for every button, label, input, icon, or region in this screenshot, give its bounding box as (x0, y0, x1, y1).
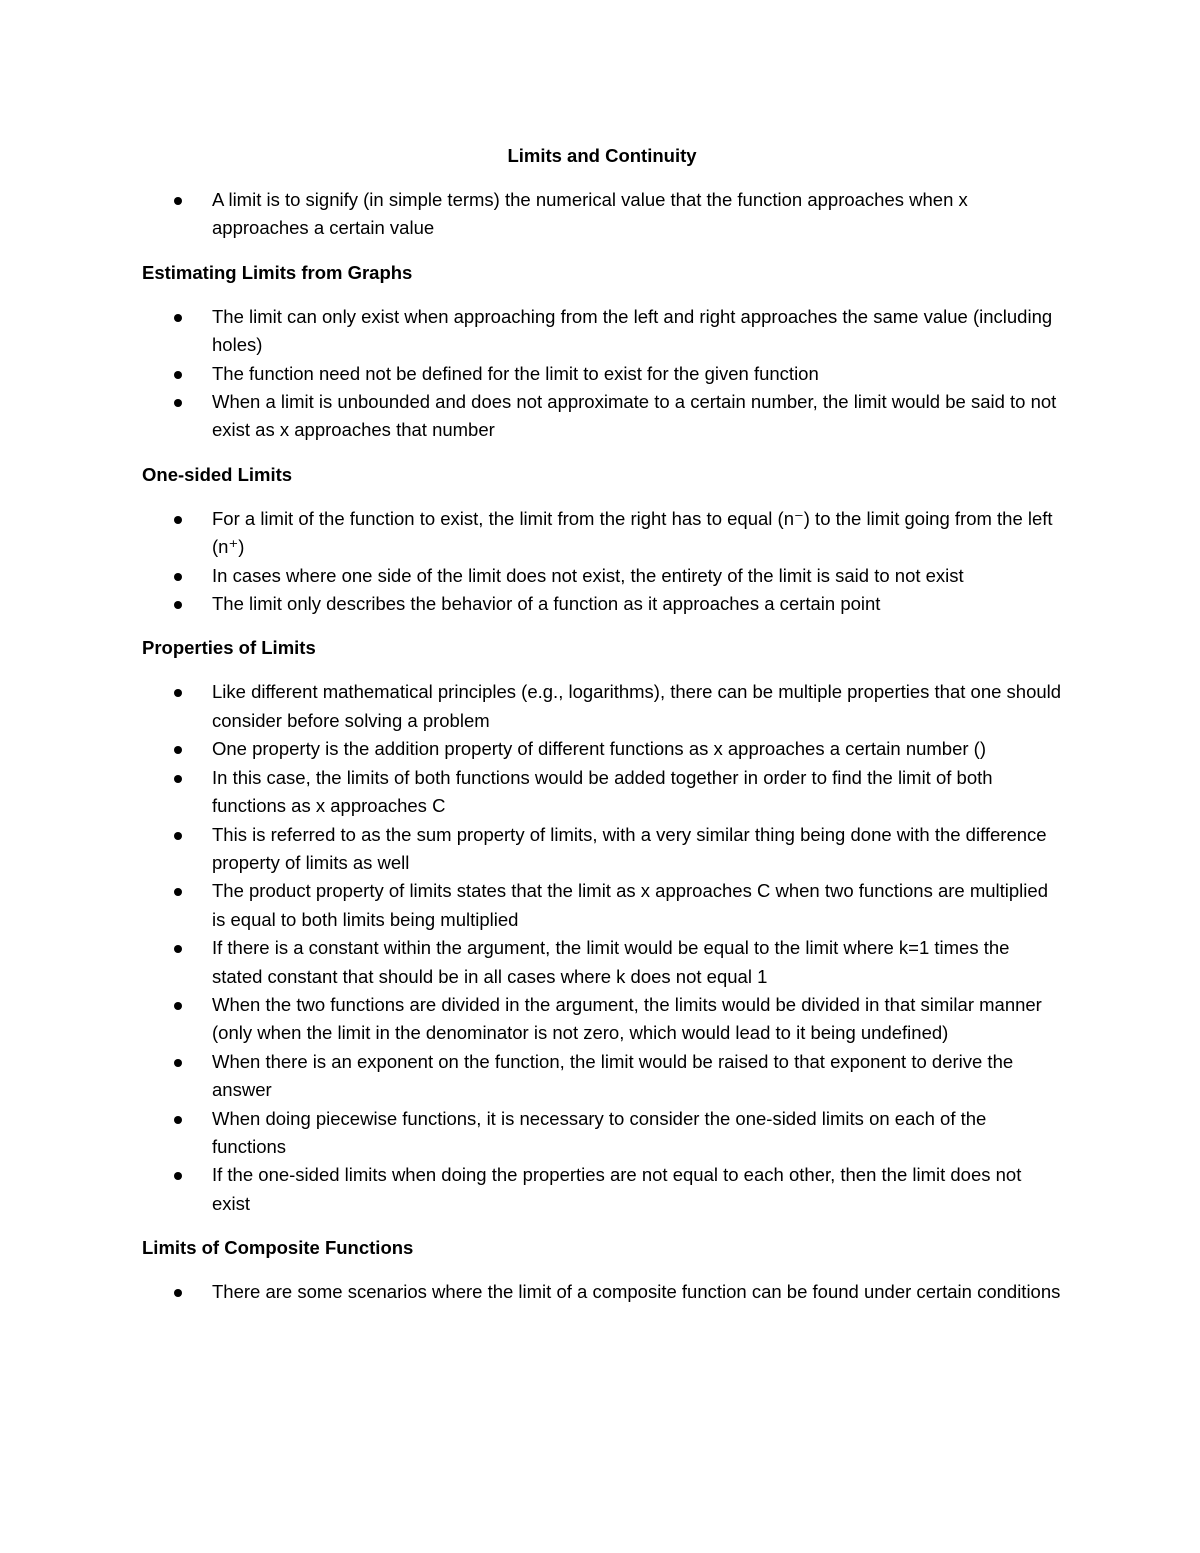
bullet-icon (174, 197, 182, 205)
bullet-icon (174, 399, 182, 407)
list-item-text: When a limit is unbounded and does not approximate to a certain number, the limit would be said to not exist as x approaches that number (212, 391, 1057, 441)
bullet-icon (174, 1002, 182, 1010)
bullet-icon (174, 888, 182, 896)
list-item-text: The function need not be defined for the limit to exist for the given function (212, 362, 819, 384)
section-heading: One-sided Limits (142, 463, 293, 485)
section-bullet-list (142, 678, 1062, 1218)
list-item (142, 505, 1062, 562)
bullet-icon (174, 945, 182, 953)
list-item-text: A limit is to signify (in simple terms) the numerical value that the function approaches when x approaches a certain value (212, 189, 968, 239)
list-item (142, 1161, 1062, 1218)
list-item-text: One property is the addition property of different functions as x approaches a certain number () (212, 738, 987, 760)
list-item-text: The product property of limits states that the limit as x approaches C when two functions are multiplied is equal to both limits being multiplied (212, 880, 1048, 930)
bullet-icon (174, 371, 182, 379)
list-item (142, 764, 1062, 821)
list-item (142, 1048, 1062, 1105)
list-item (142, 303, 1062, 360)
bullet-icon (174, 601, 182, 609)
list-item (142, 991, 1062, 1048)
list-item (142, 1105, 1062, 1162)
list-item (142, 877, 1062, 934)
document-body (142, 142, 1062, 1307)
list-item-text: For a limit of the function to exist, the limit from the right has to equal (n⁻) to the limit going from the left (n⁺) (212, 507, 1053, 558)
section-bullet-list (142, 1278, 1062, 1306)
list-item-text: The limit can only exist when approaching from the left and right approaches the same value (including holes) (212, 305, 1053, 356)
document-title: Limits and Continuity (507, 145, 697, 166)
list-item (142, 678, 1062, 735)
list-item-text: If the one-sided limits when doing the properties are not equal to each other, then the limit does not exist (212, 1164, 1022, 1214)
list-item-text: Like different mathematical principles (e.g., logarithms), there can be multiple properties that one should consider before solving a problem (212, 681, 1062, 731)
list-item-text: When there is an exponent on the function, the limit would be raised to that exponent to derive the answer (212, 1050, 1014, 1101)
list-item (142, 934, 1062, 991)
list-item (142, 821, 1062, 878)
list-item (142, 562, 1062, 590)
bullet-icon (174, 314, 182, 322)
bullet-icon (174, 1289, 182, 1297)
bullet-icon (174, 516, 182, 524)
list-item (142, 186, 1062, 243)
list-item-text: When doing piecewise functions, it is necessary to consider the one-sided limits on each of the functions (212, 1107, 987, 1157)
bullet-icon (174, 832, 182, 840)
bullet-icon (174, 1172, 182, 1180)
section-heading: Properties of Limits (142, 637, 316, 659)
bullet-icon (174, 746, 182, 754)
section-heading: Estimating Limits from Graphs (142, 261, 413, 283)
section-bullet-list (142, 505, 1062, 619)
list-item-text: If there is a constant within the argument, the limit would be equal to the limit where k=1 times the stated constant that should be in all cases where k does not equal 1 (212, 937, 1010, 987)
bullet-icon (174, 689, 182, 697)
list-item-text: When the two functions are divided in the argument, the limits would be divided in that similar manner (only when the limit in the denominator is not zero, which would lead to it being undefined) (212, 993, 1042, 1044)
list-item (142, 388, 1062, 445)
list-item-text: The limit only describes the behavior of a function as it approaches a certain point (212, 593, 881, 615)
intro-bullet-list (142, 186, 1062, 243)
section-heading: Limits of Composite Functions (142, 1237, 414, 1259)
bullet-icon (174, 1059, 182, 1067)
list-item (142, 360, 1062, 388)
section-bullet-list (142, 303, 1062, 445)
list-item (142, 735, 1062, 763)
bullet-icon (174, 1116, 182, 1124)
bullet-icon (174, 775, 182, 783)
bullet-icon (174, 573, 182, 581)
list-item-text: There are some scenarios where the limit of a composite function can be found under certain conditions (212, 1281, 1061, 1303)
list-item (142, 590, 1062, 618)
list-item-text: This is referred to as the sum property of limits, with a very similar thing being done with the difference property of limits as well (212, 823, 1047, 873)
list-item (142, 1278, 1062, 1306)
list-item-text: In cases where one side of the limit does not exist, the entirety of the limit is said to not exist (212, 564, 964, 586)
list-item-text: In this case, the limits of both functions would be added together in order to find the limit of both functions as x approaches C (212, 766, 993, 817)
